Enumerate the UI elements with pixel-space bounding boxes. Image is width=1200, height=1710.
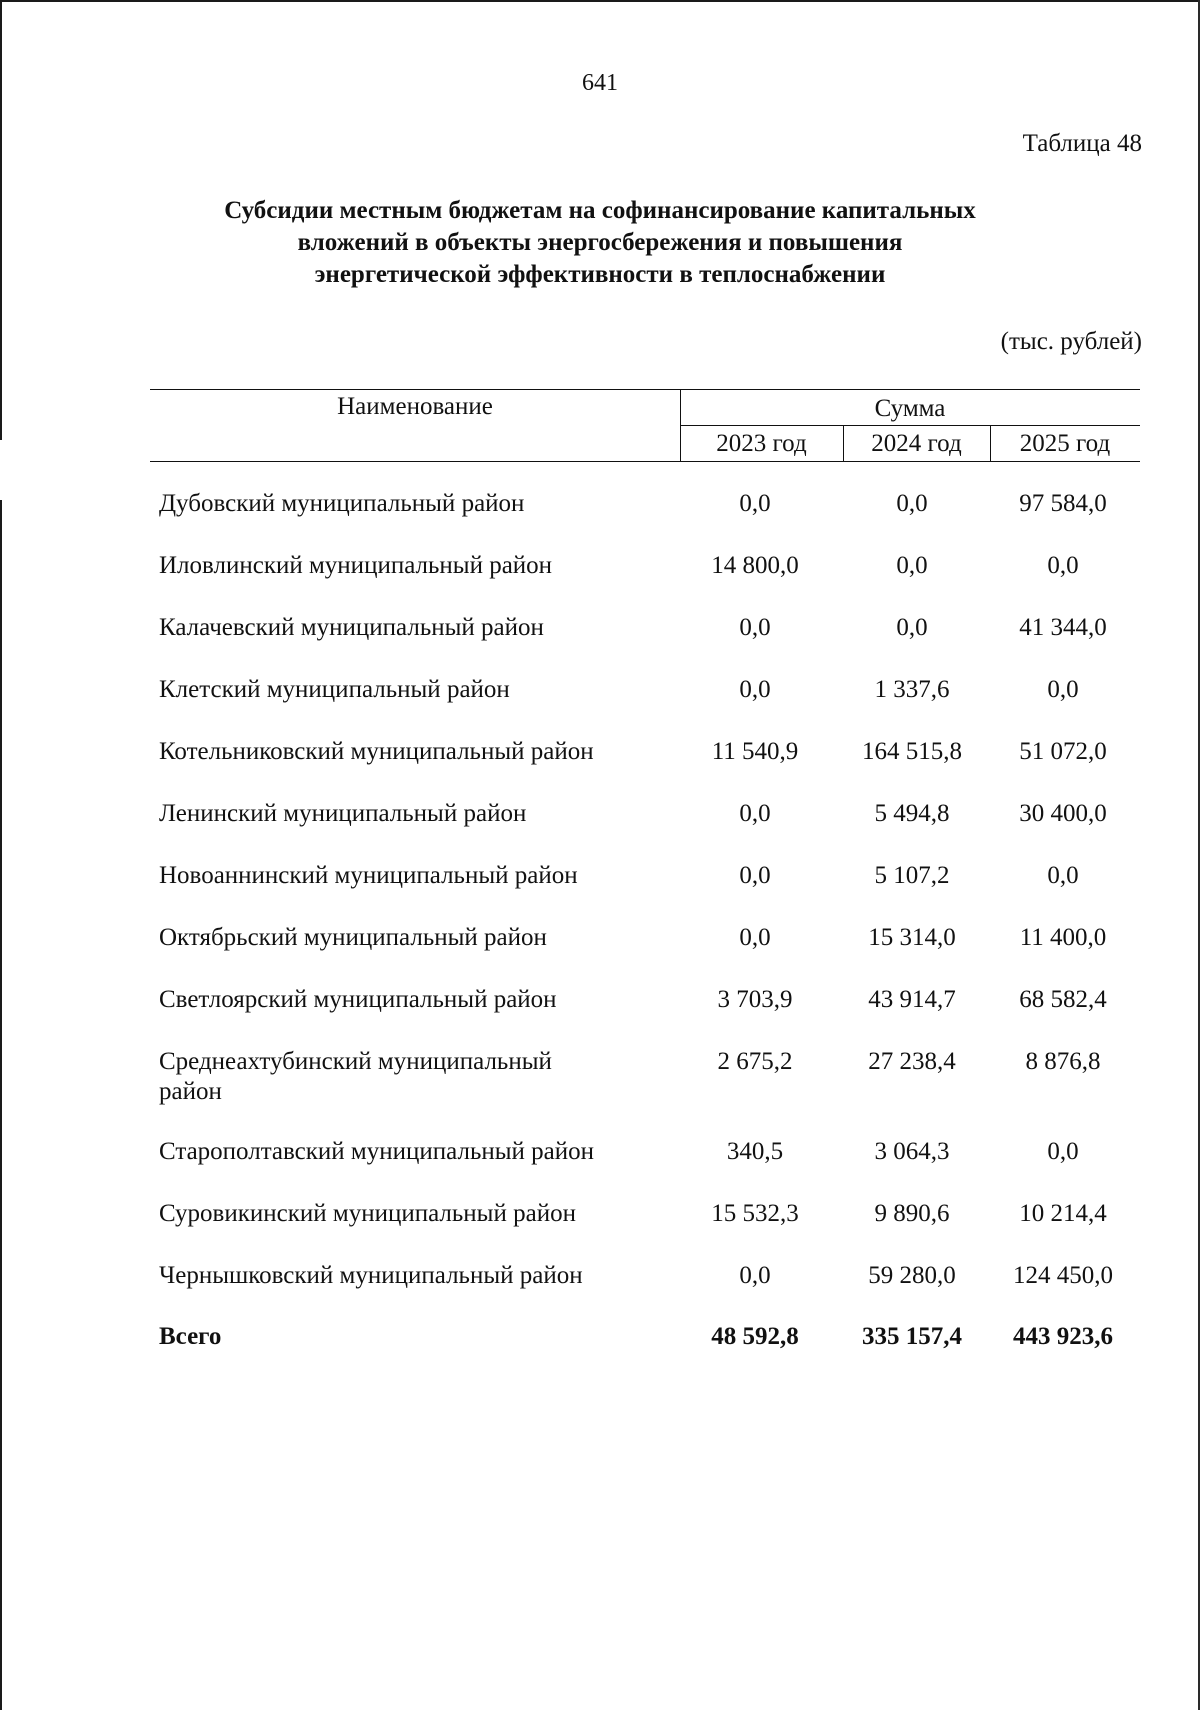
value-2025: 0,0 — [1047, 862, 1079, 889]
value-2023: 15 532,3 — [711, 1200, 799, 1227]
header-sum: Сумма — [874, 395, 946, 422]
value-2024: 5 494,8 — [874, 800, 950, 827]
value-2024: 9 890,6 — [874, 1200, 950, 1227]
value-2025: 41 344,0 — [1019, 614, 1107, 641]
value-2023: 0,0 — [739, 924, 771, 951]
value-2024: 0,0 — [896, 614, 928, 641]
row-name: Дубовский муниципальный район — [159, 490, 525, 517]
document-title — [150, 195, 1050, 291]
value-2024: 164 515,8 — [862, 738, 962, 765]
value-2024: 15 314,0 — [868, 924, 956, 951]
total-label: Всего — [159, 1323, 222, 1350]
header-bottom-rule — [150, 461, 1140, 462]
value-2025: 0,0 — [1047, 552, 1079, 579]
value-2025: 8 876,8 — [1025, 1048, 1101, 1075]
value-2024: 0,0 — [896, 552, 928, 579]
value-2023: 0,0 — [739, 614, 771, 641]
row-name — [159, 1047, 659, 1107]
row-name: Новоаннинский муниципальный район — [159, 862, 578, 889]
value-2023: 0,0 — [739, 862, 771, 889]
row-name: Котельниковский муниципальный район — [159, 738, 594, 765]
header-year-2024: 2024 год — [871, 430, 962, 457]
value-2025: 68 582,4 — [1019, 986, 1107, 1013]
row-name: Ленинский муниципальный район — [159, 800, 527, 827]
value-2025: 0,0 — [1047, 1138, 1079, 1165]
value-2024: 27 238,4 — [868, 1048, 956, 1075]
value-2025: 124 450,0 — [1013, 1262, 1113, 1289]
row-name: Иловлинский муниципальный район — [159, 552, 553, 579]
row-name-line-2: район — [159, 1078, 222, 1105]
value-2023: 2 675,2 — [717, 1048, 793, 1075]
units-label: (тыс. рублей) — [1000, 328, 1142, 355]
scan-border-gap — [0, 440, 3, 500]
value-2024: 0,0 — [896, 490, 928, 517]
row-name: Калачевский муниципальный район — [159, 614, 544, 641]
row-name: Клетский муниципальный район — [159, 676, 510, 703]
value-2023: 0,0 — [739, 1262, 771, 1289]
row-name: Светлоярский муниципальный район — [159, 986, 557, 1013]
total-2023: 48 592,8 — [711, 1323, 799, 1350]
table-top-rule — [150, 389, 1140, 390]
value-2023: 0,0 — [739, 800, 771, 827]
row-name: Чернышковский муниципальный район — [159, 1262, 583, 1289]
value-2025: 30 400,0 — [1019, 800, 1107, 827]
total-2025: 443 923,6 — [1013, 1323, 1113, 1350]
value-2023: 340,5 — [726, 1138, 784, 1165]
value-2024: 59 280,0 — [868, 1262, 956, 1289]
value-2024: 43 914,7 — [868, 986, 956, 1013]
page-number: 641 — [582, 70, 618, 96]
value-2023: 14 800,0 — [711, 552, 799, 579]
value-2025: 10 214,4 — [1019, 1200, 1107, 1227]
header-year-2025: 2025 год — [1019, 430, 1111, 457]
sum-under-rule — [680, 425, 1140, 426]
value-2023: 11 540,9 — [711, 738, 799, 765]
value-2025: 51 072,0 — [1019, 738, 1107, 765]
total-2024: 335 157,4 — [862, 1323, 962, 1350]
row-name: Октябрьский муниципальный район — [159, 924, 547, 951]
title-line-2: вложений в объекты энергосбережения и повышения — [297, 229, 903, 256]
table-label: Таблица 48 — [1022, 130, 1142, 157]
value-2025: 0,0 — [1047, 676, 1079, 703]
row-name: Суровикинский муниципальный район — [159, 1200, 576, 1227]
row-name-line-1: Среднеахтубинский муниципальный — [159, 1048, 552, 1075]
title-line-3: энергетической эффективности в теплоснабжении — [314, 261, 886, 288]
value-2025: 97 584,0 — [1019, 490, 1107, 517]
value-2024: 1 337,6 — [874, 676, 950, 703]
header-year-2023: 2023 год — [716, 430, 807, 457]
value-2023: 0,0 — [739, 490, 771, 517]
scan-border-left — [0, 0, 2, 1710]
title-line-1: Субсидии местным бюджетам на софинансирование капитальных — [224, 197, 976, 224]
value-2024: 5 107,2 — [874, 862, 950, 889]
value-2023: 0,0 — [739, 676, 771, 703]
value-2025: 11 400,0 — [1019, 924, 1107, 951]
row-name: Старополтавский муниципальный район — [159, 1138, 594, 1165]
header-name: Наименование — [337, 393, 493, 420]
scan-border-top — [0, 0, 1200, 2]
value-2024: 3 064,3 — [874, 1138, 950, 1165]
value-2023: 3 703,9 — [717, 986, 793, 1013]
